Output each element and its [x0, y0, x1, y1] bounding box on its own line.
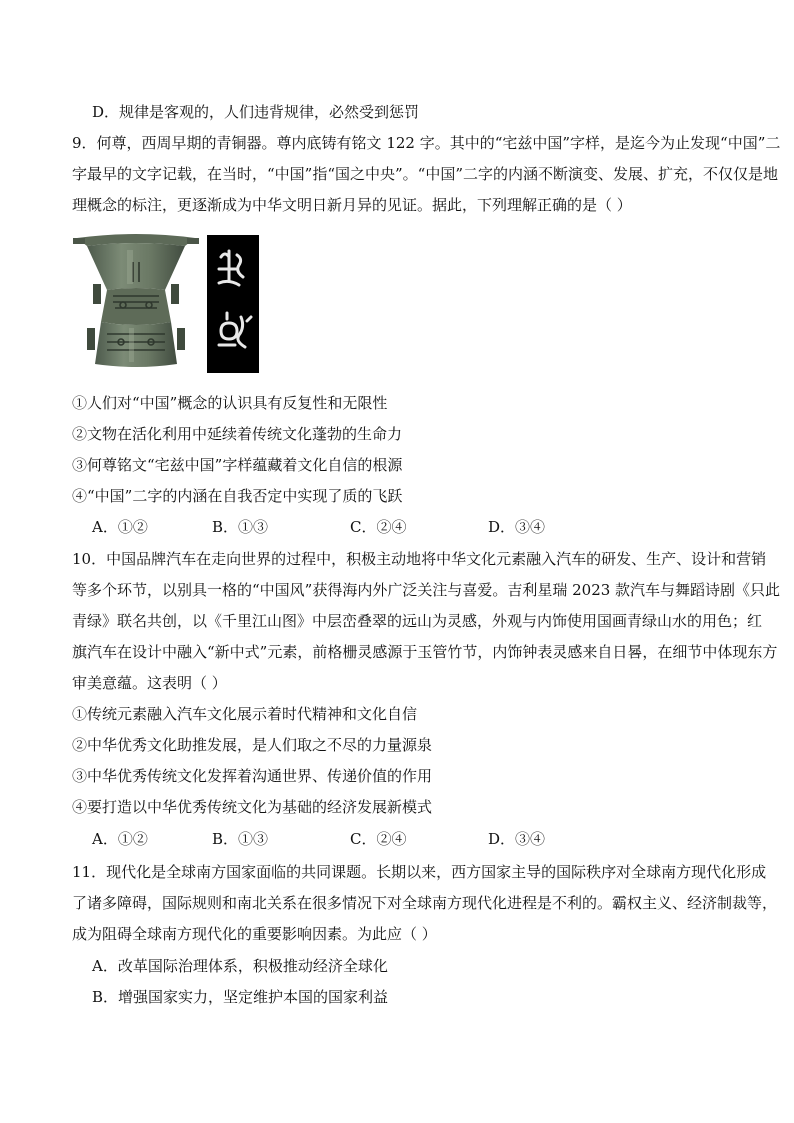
q10-statement-4: ④要打造以中华优秀传统文化为基础的经济发展新模式 [72, 798, 433, 816]
q9-stem-line-2: 字最早的文字记载，在当时，“中国”指“国之中央”。“中国”二字的内涵不断演变、发展、扩充，不仅仅是地 [72, 165, 779, 183]
q10-options [92, 829, 652, 849]
q8-option-d: D．规律是客观的，人们违背规律，必然受到惩罚 [92, 103, 420, 121]
q9-option-a[interactable]: A．①② [92, 518, 148, 536]
q11-stem-line-3: 成为阻碍全球南方现代化的重要影响因素。为此应（ ） [72, 925, 437, 943]
q9-statement-1: ①人们对“中国”概念的认识具有反复性和无限性 [72, 394, 388, 412]
q10-statement-1: ①传统元素融入汽车文化展示着时代精神和文化自信 [72, 705, 418, 723]
q9-option-d[interactable]: D．③④ [488, 518, 546, 536]
q10-stem-line-2: 等多个环节，以别具一格的“中国风”获得海内外广泛关注与喜爱。吉利星瑞 2023 款汽车与舞蹈诗剧《只此 [72, 581, 781, 599]
q11-option-a[interactable]: A．改革国际治理体系，积极推动经济全球化 [92, 957, 388, 975]
q10-option-b[interactable]: B．①③ [212, 830, 269, 848]
q10-option-a[interactable]: A．①② [92, 830, 148, 848]
q11-stem-line-2: 了诸多障碍，国际规则和南北关系在很多情况下对全球南方现代化进程是不利的。霸权主义、经济制裁等， [72, 894, 778, 912]
inscription-rubbing-image [207, 235, 259, 373]
q11-stem-line-1: 11．现代化是全球南方国家面临的共同课题。长期以来，西方国家主导的国际秩序对全球南方现代化形成 [72, 863, 767, 881]
q9-stem-line-3: 理概念的标注，更逐渐成为中华文明日新月异的见证。据此，下列理解正确的是（ ） [72, 196, 632, 214]
q9-stem-line-1: 9．何尊，西周早期的青铜器。尊内底铸有铭文 122 字。其中的“宅兹中国”字样，是迄今为止发现“中国”二 [72, 134, 781, 152]
bronze-zun-image [73, 232, 199, 372]
q10-option-d[interactable]: D．③④ [488, 830, 546, 848]
q9-statement-4: ④“中国”二字的内涵在自我否定中实现了质的飞跃 [72, 487, 403, 505]
q10-statement-3: ③中华优秀传统文化发挥着沟通世界、传递价值的作用 [72, 767, 433, 785]
q10-stem-line-5: 审美意蕴。这表明（ ） [72, 674, 227, 692]
q10-statement-2: ②中华优秀文化助推发展，是人们取之不尽的力量源泉 [72, 736, 433, 754]
q10-option-c[interactable]: C．②④ [350, 830, 407, 848]
q9-statement-2: ②文物在活化利用中延续着传统文化蓬勃的生命力 [72, 425, 403, 443]
q10-stem-line-1: 10．中国品牌汽车在走向世界的过程中，积极主动地将中华文化元素融入汽车的研发、生产、设计和营销 [72, 550, 767, 568]
q9-statement-3: ③何尊铭文“宅兹中国”字样蕴藏着文化自信的根源 [72, 456, 403, 474]
q9-option-c[interactable]: C．②④ [350, 518, 407, 536]
q9-options [92, 517, 652, 537]
q9-option-b[interactable]: B．①③ [212, 518, 269, 536]
inscription-glyph-icon [207, 235, 259, 373]
bronze-vessel-icon [73, 232, 199, 372]
q10-stem-line-4: 旗汽车在设计中融入“新中式”元素，前格栅灵感源于玉管竹节，内饰钟表灵感来自日晷，在细节中体现东方 [72, 643, 778, 661]
q11-option-b[interactable]: B．增强国家实力，坚定维护本国的国家利益 [92, 988, 389, 1006]
q10-stem-line-3: 青绿》联名共创，以《千里江山图》中层峦叠翠的远山为灵感，外观与内饰使用国画青绿山水的用色；红 [72, 612, 763, 630]
